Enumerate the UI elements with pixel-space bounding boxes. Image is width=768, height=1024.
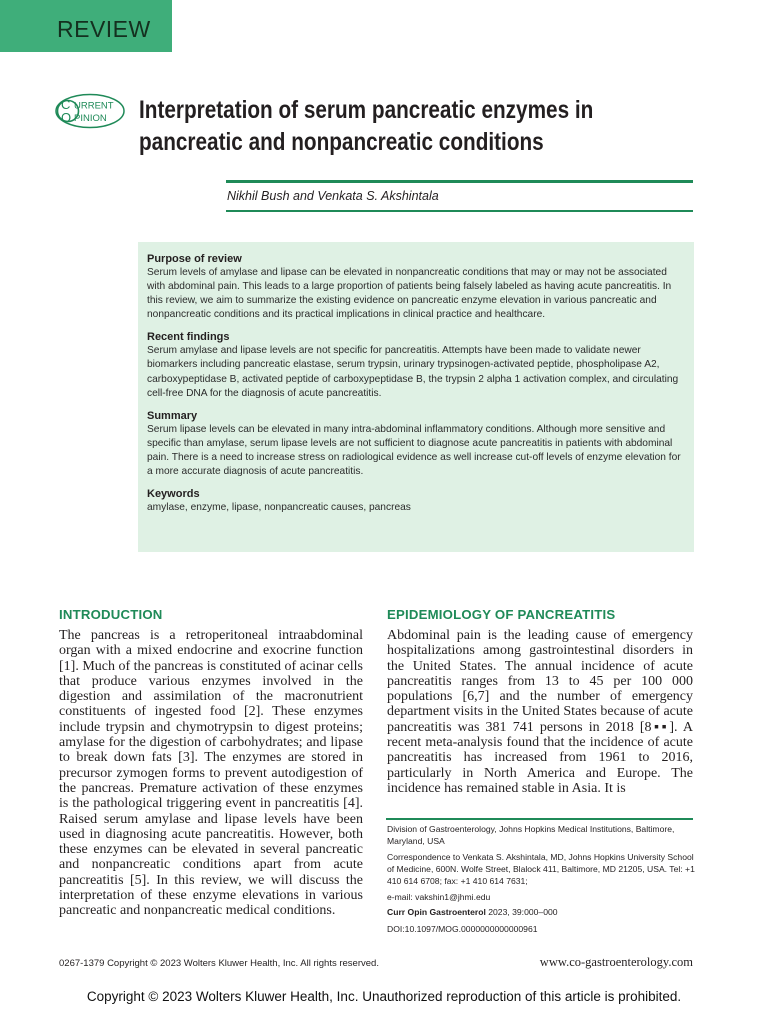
title-line-1: Interpretation of serum pancreatic enzymes in <box>139 96 594 124</box>
epidemiology-heading: EPIDEMIOLOGY OF PANCREATITIS <box>387 607 616 622</box>
current-opinion-logo <box>55 93 125 129</box>
epidemiology-text: Abdominal pain is the leading cause of emergency hospitalizations among gastrointestinal disorders in the United States. The annual incidence of acute pancreatitis ranges from 13 to 45 per 100 000 populations [6,7] and the number of emergency department visits in the United States because of acute pancreatitis was 381 741 persons in 2018 [8▪▪]. A recent meta-analysis found that the incidence of acute pancreatitis has increased from 1961 to 2016, particularly in North America and Europe. The incidence has remained stable in Asia. It is <box>387 628 693 796</box>
journal-website-link[interactable]: www.co-gastroenterology.com <box>539 955 693 969</box>
affiliation-rule <box>386 818 693 820</box>
findings-text: Serum amylase and lipase levels are not specific for pancreatitis. Attempts have been made to validate newer biomarkers including pancreatic elastase, serum trypsin, urinary trypsinogen-activated peptide, phospholipase A2, carboxypeptidase B, activated peptide of carboxypeptidase B, the trypsin 2 alpha 1 activation complex, and circulating cell-free DNA for the diagnosis of acute pancreatitis. <box>147 345 679 399</box>
summary-text: Serum lipase levels can be elevated in many intra-abdominal inflammatory conditions. Although more sensitive and specific than amylase, serum lipase levels are not sufficient to diagnose acute pancreatitis in patients with abdominal pain. There is a need to increase stress on radiological evidence as well increase cut-off levels of enzyme elevation for a more accurate diagnosis of acute pancreatitis. <box>147 423 681 478</box>
affiliation-division: Division of Gastroenterology, Johns Hopkins Medical Institutions, Baltimore, Maryland, USA <box>387 824 675 847</box>
logo-word-urrent: URRENT <box>74 100 114 112</box>
doi: DOI:10.1097/MOG.0000000000000961 <box>387 924 538 934</box>
authors: Nikhil Bush and Venkata S. Akshintala <box>227 189 439 203</box>
copyright-notice: Copyright © 2023 Wolters Kluwer Health, Inc. Unauthorized reproduction of this article is prohibited. <box>86 989 682 1004</box>
authors-rule-top <box>226 180 693 183</box>
title-line-2: pancreatic and nonpancreatic conditions <box>139 128 544 156</box>
logo-initial-o: O <box>61 110 72 125</box>
review-tab: REVIEW <box>0 0 172 52</box>
logo-word-pinion: PINION <box>74 113 107 124</box>
keywords-text: amylase, enzyme, lipase, nonpancreatic causes, pancreas <box>147 502 411 514</box>
article-title <box>139 94 604 158</box>
journal-name: Curr Opin Gastroenterol <box>387 907 486 917</box>
footer-copyright-line: 0267-1379 Copyright © 2023 Wolters Kluwer Health, Inc. All rights reserved. <box>59 958 379 969</box>
abstract-box <box>138 242 694 552</box>
journal-citation: 2023, 39:000–000 <box>485 907 558 917</box>
purpose-heading: Purpose of review <box>147 253 242 265</box>
affiliation-email: e-mail: vakshin1@jhmi.edu <box>387 892 491 902</box>
authors-rule-bottom <box>226 210 693 212</box>
introduction-text: The pancreas is a retroperitoneal intraabdominal organ with a mixed endocrine and exocrine function [1]. Much of the pancreas is constituted of acinar cells that produce various enzymes involved in the digestion and assimilation of the macronutrient constituents of ingested food [2]. These enzymes include trypsin and chymotrypsin to digest proteins; amylase for the digestion of carbohydrates; and lipase to break down fats [3]. The enzymes are stored in precursor zymogen forms to prevent autodigestion of the pancreas. Premature activation of these enzymes is the pathological triggering event in pancreatitis [4]. Raised serum amylase and lipase levels have been used in diagnosing acute pancreatitis. However, both these enzymes can be elevated in several pancreatic and nonpancreatic conditions apart from acute pancreatitis [5]. In this review, we will discuss the interpretation of these enzyme elevations in various pancreatic and nonpancreatic medical conditions. <box>59 628 364 919</box>
affiliation-correspondence: Correspondence to Venkata S. Akshintala, MD, Johns Hopkins University School of Medicine, 600N. Wolfe Street, Blalock 411, Baltimore, MD 21205, USA. Tel: +1 410 614 6708; fax: +1 410 614 7631; <box>387 852 695 887</box>
affiliation-citation <box>387 906 695 918</box>
keywords-heading: Keywords <box>147 488 200 501</box>
findings-heading: Recent findings <box>147 331 230 344</box>
summary-heading: Summary <box>147 409 198 422</box>
purpose-text: Serum levels of amylase and lipase can be elevated in nonpancreatic conditions that may or may not be associated with abdominal pain. This leads to a large proportion of patients being falsely labeled as having acute pancreatitis. In this review, we aim to summarize the existing evidence on pancreatic enzyme elevation in various pancreatic and nonpancreatic conditions and its practical implications in clinical practice and healthcare. <box>147 267 672 321</box>
logo-initial-c: C <box>61 97 71 112</box>
introduction-heading: INTRODUCTION <box>59 607 163 622</box>
